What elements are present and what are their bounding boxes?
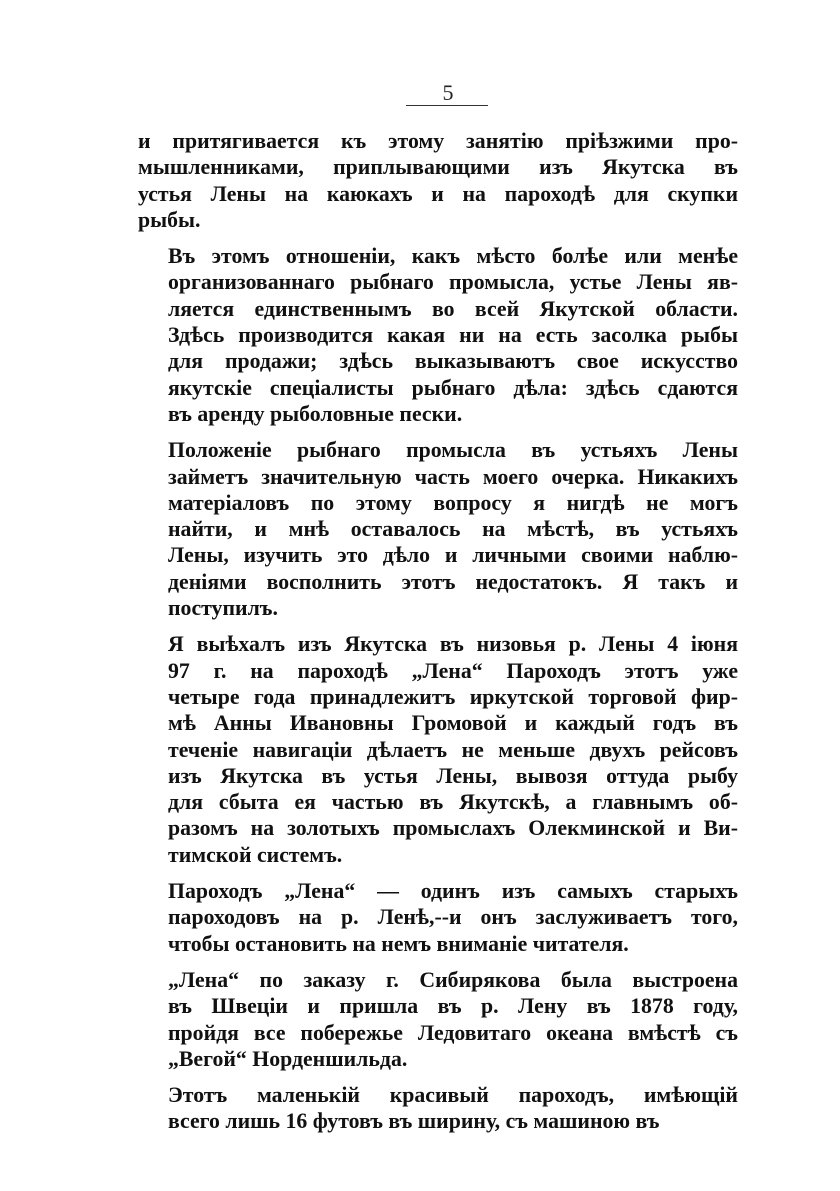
text-line: Положеніе рыбнаго промысла въ устьяхъ Лены	[168, 438, 738, 463]
text-line: пройдя все побережье Ледовитаго океана вмѣстѣ съ	[168, 1020, 738, 1045]
text-line: въ аренду рыболовные пески.	[168, 401, 463, 426]
book-page	[138, 40, 742, 1140]
text-line: четыре года принадлежитъ иркутской торговой фир-	[168, 684, 738, 709]
text-line: устья Лены на каюкахъ и на пароходѣ для скупки	[138, 181, 738, 206]
paragraph	[138, 437, 738, 621]
body-text	[138, 128, 738, 1145]
text-line: организованнаго рыбнаго промысла, устье Лены яв-	[168, 270, 738, 295]
text-line: матеріаловъ по этому вопросу я нигдѣ не могъ	[168, 490, 738, 515]
text-line: рыбы.	[138, 207, 201, 232]
text-line: Лены, изучить это дѣло и личными своими наблю-	[168, 543, 738, 568]
text-line: мѣ Анны Ивановны Громовой и каждый годъ въ	[168, 711, 738, 736]
text-line: всего лишь 16 футовъ въ ширину, съ машиною въ	[168, 1109, 660, 1134]
page-number: 5	[442, 80, 454, 105]
paragraph	[138, 631, 738, 868]
text-line: займетъ значительную часть моего очерка. Никакихъ	[168, 464, 738, 489]
header-rule	[406, 105, 488, 106]
text-line: деніями восполнить этотъ недостатокъ. Я такъ и	[168, 569, 738, 594]
paragraph	[138, 967, 738, 1072]
paragraph	[138, 128, 738, 233]
paragraph	[138, 1082, 738, 1135]
text-line: пароходовъ на р. Ленѣ,--и онъ заслуживаетъ того,	[168, 905, 738, 930]
text-line: Здѣсь производится какая ни на есть засолка рыбы	[168, 323, 738, 348]
text-line: для продажи; здѣсь выказываютъ свое искусство	[168, 349, 738, 374]
text-line: для сбыта ея частью въ Якутскѣ, а главнымъ об-	[168, 790, 738, 815]
text-line: „Лена“ по заказу г. Сибирякова была выстроена	[168, 967, 738, 992]
paragraph	[138, 243, 738, 427]
text-line: теченіе навигаціи дѣлаетъ не меньше двухъ рейсовъ	[168, 737, 738, 762]
text-line: Этотъ маленькій красивый пароходъ, имѣющій	[168, 1083, 738, 1108]
text-line: поступилъ.	[168, 596, 278, 621]
text-line: чтобы остановить на немъ вниманіе читателя.	[168, 931, 629, 956]
text-line: и притягивается къ этому занятію пріѣзжими про-	[138, 129, 738, 153]
text-line: разомъ на золотыхъ промыслахъ Олекминской и Ви-	[168, 816, 738, 841]
text-line: найти, и мнѣ оставалось на мѣстѣ, въ устьяхъ	[168, 517, 738, 542]
text-line: мышленниками, приплывающими изъ Якутска въ	[138, 155, 738, 180]
text-line: 97 г. на пароходѣ „Лена“ Пароходъ этотъ уже	[168, 658, 738, 683]
text-line: ляется единственнымъ во всей Якутской области.	[168, 296, 738, 321]
text-line: изъ Якутска въ устья Лены, вывозя оттуда рыбу	[168, 763, 738, 788]
paragraph	[138, 878, 738, 957]
text-line: въ Швеціи и пришла въ р. Лену въ 1878 году,	[168, 994, 738, 1019]
text-line: тимской системъ.	[168, 842, 343, 867]
text-line: Въ этомъ отношеніи, какъ мѣсто болѣе или менѣе	[168, 244, 738, 269]
text-line: „Вегой“ Норденшильда.	[168, 1046, 408, 1071]
text-line: Я выѣхалъ изъ Якутска въ низовья р. Лены 4 іюня	[168, 632, 738, 657]
text-line: Пароходъ „Лена“ — одинъ изъ самыхъ старыхъ	[168, 879, 738, 904]
text-line: якутскіе спеціалисты рыбнаго дѣла: здѣсь сдаются	[168, 375, 738, 400]
